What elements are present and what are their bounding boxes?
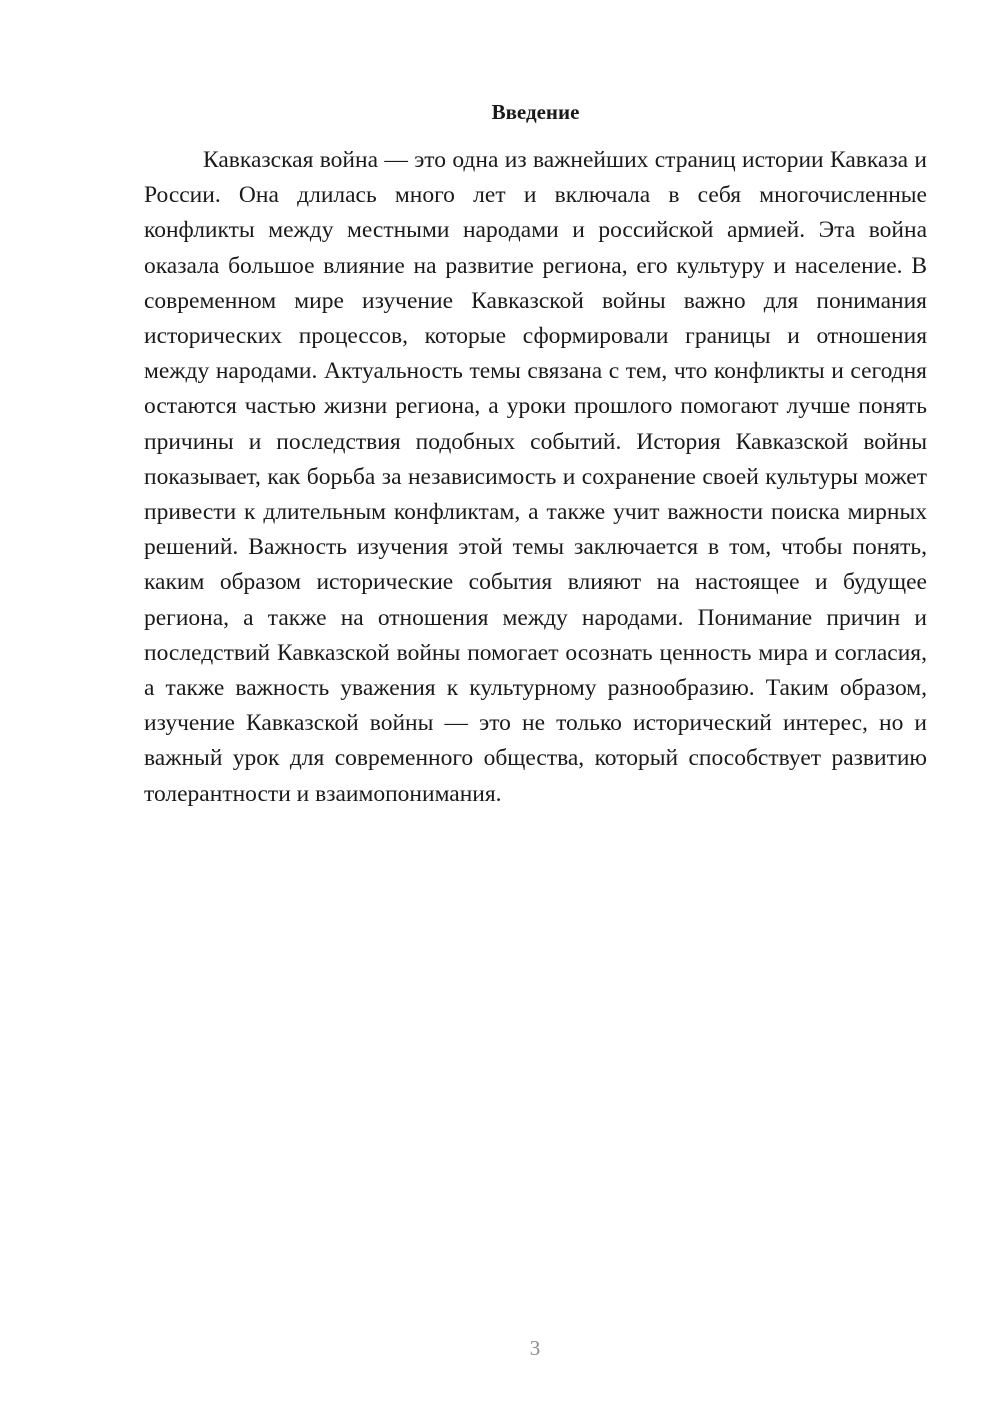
- body-paragraph: Кавказская война — это одна из важнейших страниц истории Кавказа и России. Она длилась много лет и включала в себя многочисленные конфликты между местными народами и российской армией. Эта война оказала большое влияние на развитие региона, его культуру и население. В современном мире изучение Кавказской войны важно для понимания исторических процессов, которые сформировали границы и отношения между народами. Актуальность темы связана с тем, что конфликты и сегодня остаются частью жизни региона, а уроки прошлого помогают лучше понять причины и последствия подобных событий. История Кавказской войны показывает, как борьба за независимость и сохранение своей культуры может привести к длительным конфликтам, а также учит важности поиска мирных решений. Важность изучения этой темы заключается в том, чтобы понять, каким образом исторические события влияют на настоящее и будущее региона, а также на отношения между народами. Понимание причин и последствий Кавказской войны помогает осознать ценность мира и согласия, а также важность уважения к культурному разнообразию. Таким образом, изучение Кавказской войны — это не только исторический интерес, но и важный урок для современного общества, который способствует развитию толерантности и взаимопонимания.: [144, 147, 927, 807]
- section-heading: Введение: [491, 100, 580, 124]
- page-number: 3: [529, 1336, 541, 1360]
